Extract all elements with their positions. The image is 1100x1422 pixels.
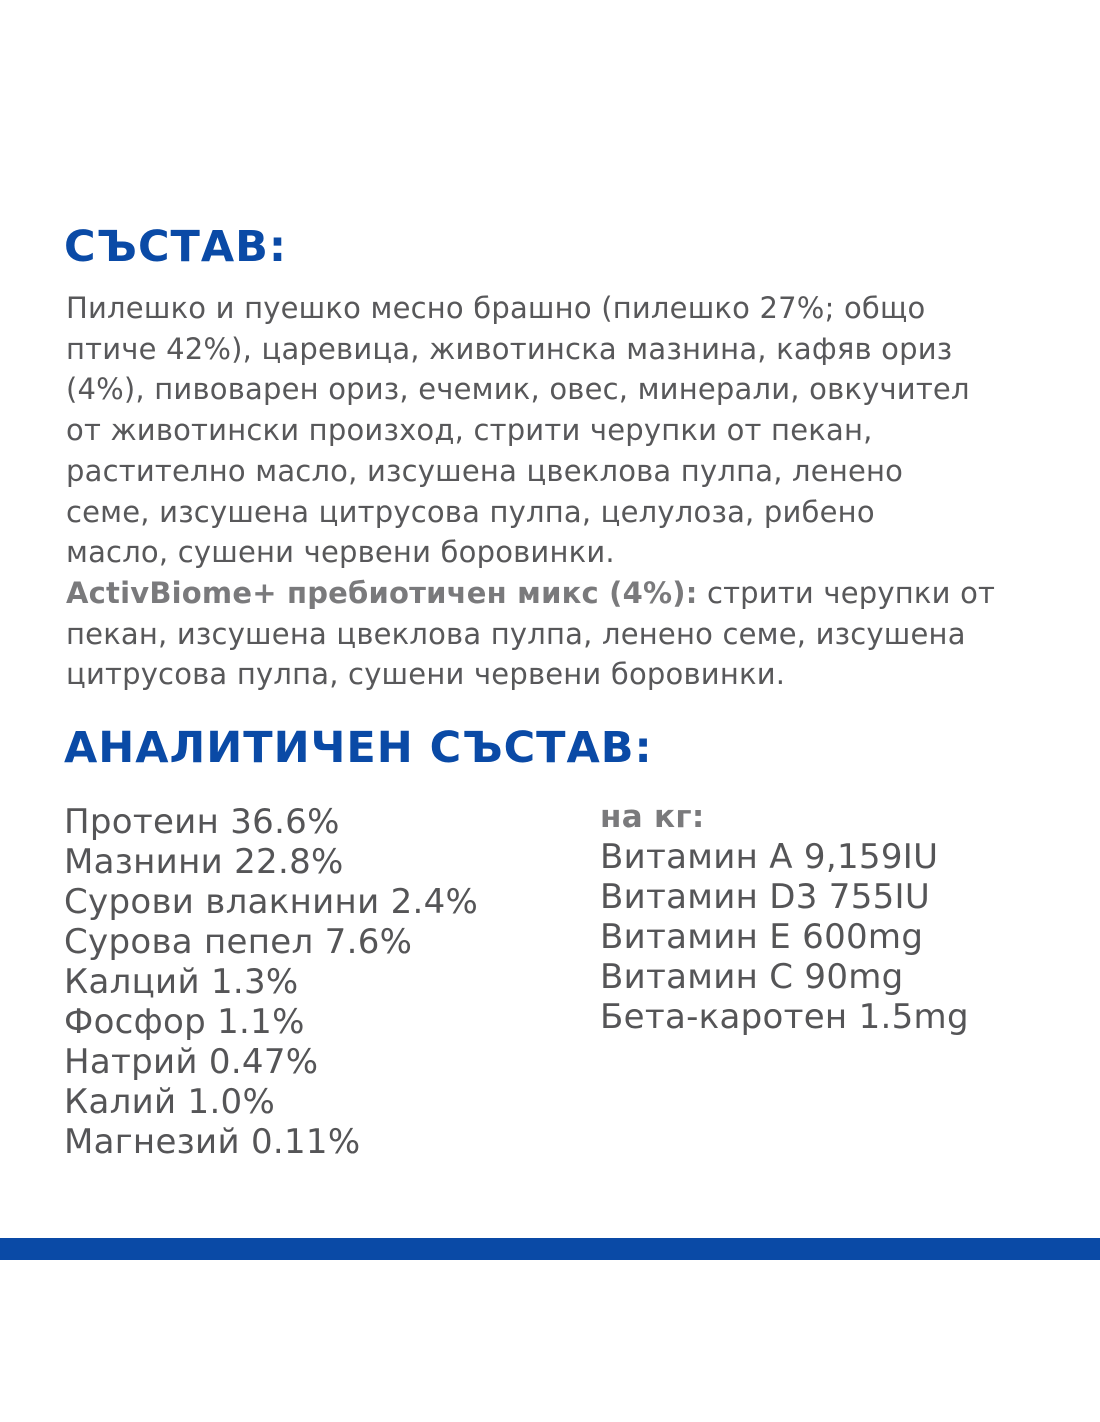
composition-text — [66, 288, 1066, 695]
composition-line: Пилешко и пуешко месно брашно (пилешко 27%; общо — [66, 291, 926, 325]
composition-heading: СЪСТАВ: — [64, 222, 288, 272]
prebiotic-line: пекан, изсушена цвеклова пулпа, ленено семе, изсушена — [66, 616, 966, 651]
prebiotic-line: цитрусова пулпа, сушени червени боровинки. — [66, 657, 786, 692]
analysis-item: Калций 1.3% — [64, 962, 299, 1002]
analysis-item: Протеин 36.6% — [64, 802, 340, 842]
vitamin-item: Бета-каротен 1.5mg — [600, 997, 969, 1037]
vitamin-item: Витамин А 9,159IU — [600, 837, 939, 877]
composition-line: масло, сушени червени боровинки. — [66, 535, 615, 570]
vitamins-list — [600, 797, 969, 1037]
composition-line: семе, изсушена цитрусова пулпа, целулоза, рибено — [66, 494, 875, 529]
analysis-item: Калий 1.0% — [64, 1082, 276, 1122]
prebiotic-line — [66, 573, 1066, 614]
analysis-heading: АНАЛИТИЧЕН СЪСТАВ: — [64, 723, 653, 773]
analysis-item: Магнезий 0.11% — [64, 1122, 361, 1162]
composition-line: (4%), пивоварен ориз, ечемик, овес, минерали, овкучител — [66, 372, 970, 407]
vitamin-item: Витамин D3 755IU — [600, 877, 931, 917]
per-kg-label: на кг: — [600, 799, 705, 835]
analysis-item: Натрий 0.47% — [64, 1042, 319, 1082]
bottom-accent-bar — [0, 1238, 1100, 1260]
analysis-list — [64, 802, 478, 1162]
analysis-item: Фосфор 1.1% — [64, 1002, 305, 1042]
prebiotic-label: ActivBiome+ пребиотичен микс (4%): — [66, 575, 698, 610]
composition-line: птиче 42%), царевица, животинска мазнина, кафяв ориз — [66, 331, 953, 366]
composition-line: от животински произход, стрити черупки от пекан, — [66, 413, 873, 448]
vitamin-item: Витамин Е 600mg — [600, 917, 924, 957]
analysis-item: Мазнини 22.8% — [64, 842, 344, 882]
analysis-item: Сурова пепел 7.6% — [64, 922, 413, 962]
analysis-item: Сурови влакнини 2.4% — [64, 882, 479, 922]
prebiotic-text: стрити черупки от — [697, 575, 996, 610]
vitamin-item: Витамин С 90mg — [600, 957, 904, 997]
composition-line: растително масло, изсушена цвеклова пулпа, ленено — [66, 453, 904, 488]
